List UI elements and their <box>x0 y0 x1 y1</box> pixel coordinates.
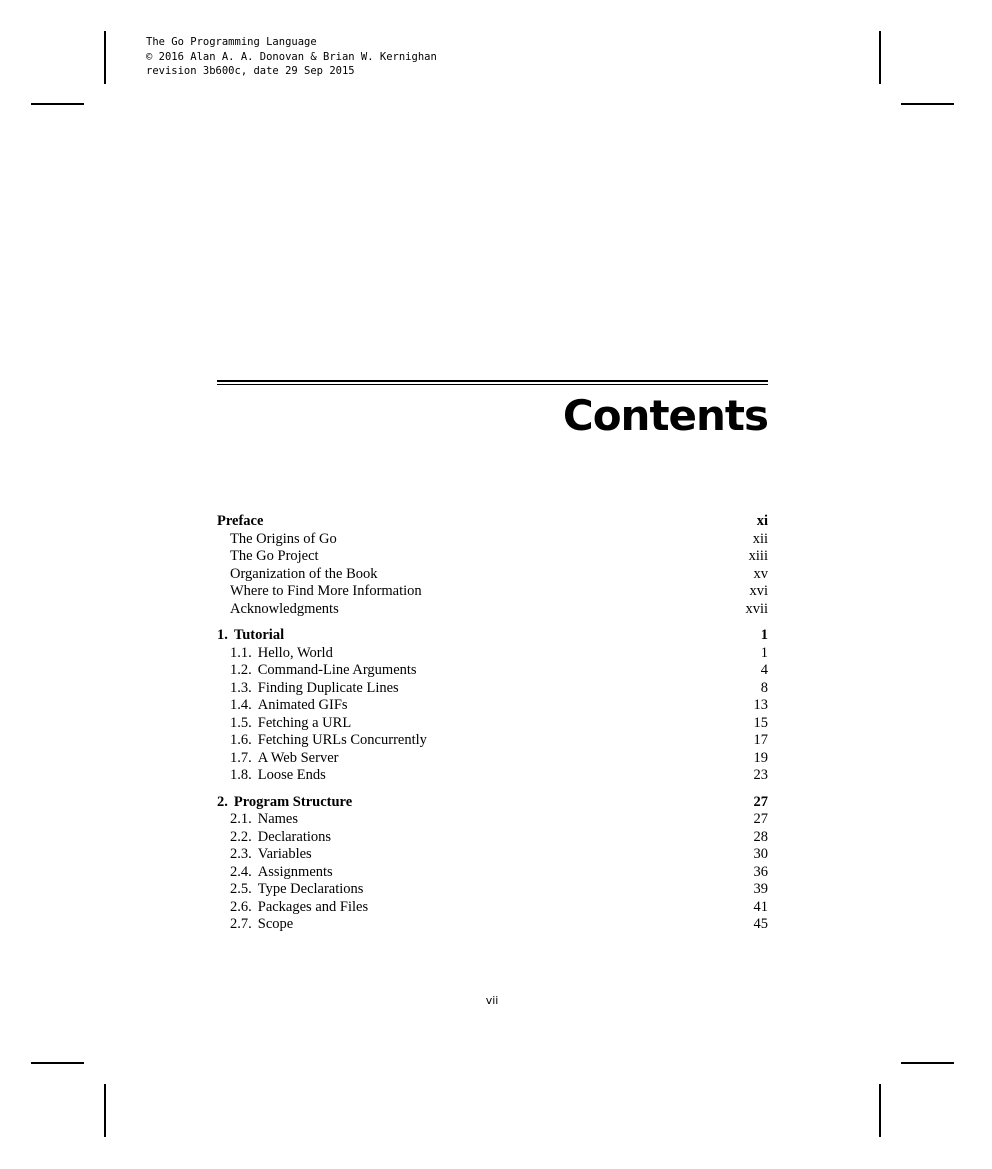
toc-entry-label: Command-Line Arguments <box>257 662 417 678</box>
table-of-contents <box>217 513 768 943</box>
toc-entry-page: 27 <box>753 793 768 810</box>
toc-entry-number: 2.5. <box>230 881 252 897</box>
toc-entry-number: 2.6. <box>230 898 252 915</box>
toc-entry[interactable] <box>217 794 768 812</box>
toc-entry-number: 2.3. <box>230 846 252 862</box>
toc-entry-page: xvii <box>745 600 768 617</box>
toc-entry-number: 2.2. <box>230 828 252 845</box>
toc-entry-label: Animated GIFs <box>257 697 348 713</box>
header-book-title: The Go Programming Language <box>146 36 317 48</box>
crop-mark-top-right-vertical <box>879 31 881 84</box>
toc-entry-number: 1.2. <box>230 662 252 678</box>
toc-entry-number: 1.4. <box>230 697 252 713</box>
page-header <box>146 35 437 79</box>
toc-entry[interactable] <box>217 846 768 864</box>
toc-entry-page: 41 <box>753 898 768 915</box>
toc-entry-page: 45 <box>753 916 768 932</box>
toc-entry-page: xiii <box>748 548 768 564</box>
toc-entry[interactable] <box>217 583 768 601</box>
toc-entry[interactable] <box>217 645 768 663</box>
toc-entry-label: Preface <box>217 513 264 529</box>
toc-entry-label: Acknowledgments <box>230 600 339 617</box>
toc-entry-page: 13 <box>753 697 768 713</box>
toc-entry[interactable] <box>217 697 768 715</box>
toc-entry-number: 2.4. <box>230 863 252 880</box>
toc-entry-page: xi <box>756 513 768 529</box>
toc-entry-label: Fetching a URL <box>257 714 352 731</box>
toc-entry-label: Hello, World <box>257 644 333 661</box>
page-title: Contents <box>562 391 768 440</box>
toc-section-chapter-1 <box>217 627 768 785</box>
toc-entry-number: 1.7. <box>230 749 252 766</box>
toc-entry-label: Finding Duplicate Lines <box>257 679 399 696</box>
toc-section-chapter-2 <box>217 794 768 934</box>
header-revision: revision 3b600c, date 29 Sep 2015 <box>146 65 355 78</box>
toc-entry-label: Program Structure <box>233 793 353 810</box>
toc-entry-label: Loose Ends <box>257 767 326 783</box>
crop-mark-bottom-left-horizontal <box>31 1062 84 1064</box>
toc-entry[interactable] <box>217 899 768 917</box>
toc-entry[interactable] <box>217 662 768 680</box>
crop-mark-bottom-right-vertical <box>879 1084 881 1137</box>
toc-entry-page: 36 <box>753 863 768 880</box>
crop-mark-top-left-horizontal <box>31 103 84 105</box>
toc-entry[interactable] <box>217 548 768 566</box>
toc-entry-page: 15 <box>753 714 768 731</box>
title-rule-thick <box>217 380 768 382</box>
toc-entry-page: 27 <box>753 811 768 827</box>
toc-entry[interactable] <box>217 767 768 785</box>
toc-entry-number: 1.3. <box>230 679 252 696</box>
toc-entry-page: 39 <box>753 881 768 897</box>
toc-entry[interactable] <box>217 881 768 899</box>
toc-entry[interactable] <box>217 750 768 768</box>
toc-entry-number: 1.6. <box>230 732 252 748</box>
toc-entry-page: 1 <box>760 644 768 661</box>
toc-entry-label: Where to Find More Information <box>230 583 422 599</box>
toc-entry-label: Variables <box>257 846 312 862</box>
toc-entry-label: Assignments <box>257 863 333 880</box>
toc-entry-page: 28 <box>753 828 768 845</box>
toc-entry[interactable] <box>217 627 768 645</box>
toc-entry-number: 2.1. <box>230 811 252 827</box>
toc-entry-label: Fetching URLs Concurrently <box>257 732 427 748</box>
crop-mark-top-right-horizontal <box>901 103 954 105</box>
toc-entry-number: 1.5. <box>230 714 252 731</box>
toc-entry-page: 8 <box>760 679 768 696</box>
toc-entry-label: A Web Server <box>257 749 339 766</box>
toc-entry-label: Type Declarations <box>257 881 364 897</box>
toc-entry-page: 4 <box>760 662 768 678</box>
crop-mark-bottom-right-horizontal <box>901 1062 954 1064</box>
crop-mark-bottom-left-vertical <box>104 1084 106 1137</box>
toc-entry[interactable] <box>217 811 768 829</box>
toc-entry[interactable] <box>217 864 768 882</box>
page-number: vii <box>485 994 499 1007</box>
toc-entry-page: 23 <box>753 767 768 783</box>
toc-entry-label: Tutorial <box>233 627 285 643</box>
toc-entry[interactable] <box>217 732 768 750</box>
toc-entry-page: 30 <box>753 846 768 862</box>
toc-entry[interactable] <box>217 715 768 733</box>
toc-entry-number: 2. <box>217 793 228 810</box>
toc-entry-page: xv <box>753 565 768 582</box>
toc-entry[interactable] <box>217 916 768 934</box>
toc-entry[interactable] <box>217 513 768 531</box>
toc-entry[interactable] <box>217 601 768 619</box>
toc-section-preface <box>217 513 768 618</box>
toc-entry[interactable] <box>217 680 768 698</box>
toc-entry-number: 1.1. <box>230 644 252 661</box>
toc-entry-page: xii <box>752 530 768 547</box>
crop-mark-top-left-vertical <box>104 31 106 84</box>
toc-entry-page: xvi <box>749 583 768 599</box>
toc-entry[interactable] <box>217 566 768 584</box>
toc-entry-label: Declarations <box>257 828 332 845</box>
toc-entry[interactable] <box>217 829 768 847</box>
toc-entry-label: Scope <box>257 916 294 932</box>
toc-entry-page: 1 <box>760 627 768 643</box>
toc-entry-page: 17 <box>753 732 768 748</box>
toc-entry[interactable] <box>217 531 768 549</box>
toc-entry-label: Packages and Files <box>257 898 369 915</box>
toc-entry-label: Organization of the Book <box>230 565 378 582</box>
toc-entry-label: Names <box>257 811 299 827</box>
toc-entry-number: 1.8. <box>230 767 252 783</box>
toc-entry-label: The Go Project <box>230 548 319 564</box>
toc-entry-number: 1. <box>217 627 228 643</box>
toc-entry-number: 2.7. <box>230 916 252 932</box>
title-rule-thin <box>217 384 768 385</box>
toc-entry-page: 19 <box>753 749 768 766</box>
header-copyright: © 2016 Alan A. A. Donovan & Brian W. Kernighan <box>146 50 437 63</box>
toc-entry-label: The Origins of Go <box>230 530 337 547</box>
